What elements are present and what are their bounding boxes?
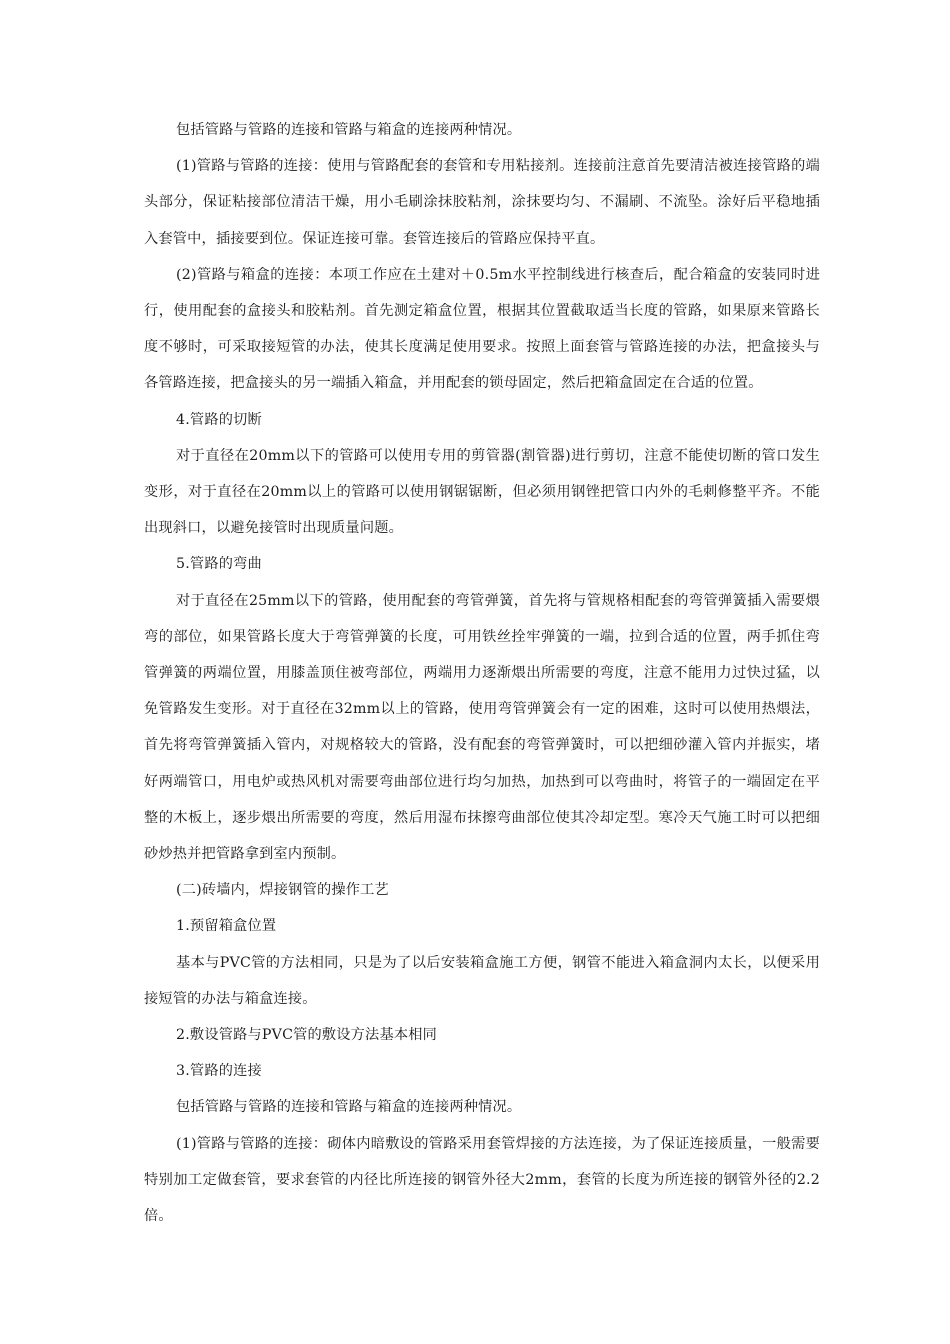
- heading-brick-wall-steel-pipe: (二)砖墙内，焊接钢管的操作工艺: [176, 882, 389, 899]
- paragraph-steel-pipe-to-pipe: (1)管路与管路的连接：砌体内暗敷设的管路采用套管焊接的方法连接，为了保证连接质量，一般需要特别加工定做套管，要求套管的内径比所连接的钢管外径大2mm，套管的长度为所连接的钢管外径的2.2倍。: [144, 1135, 820, 1225]
- paragraph-pipe-to-pipe: (1)管路与管路的连接：使用与管路配套的套管和专用粘接剂。连接前注意首先要清洁被连接管路的端头部分，保证粘接部位清洁干燥，用小毛刷涂抹胶粘剂，涂抹要均匀、不漏刷、不流坠。涂好后平稳地插入套管中，插接要到位。保证连接可靠。套管连接后的管路应保持平直。: [144, 158, 820, 247]
- heading-pipe-bending: 5.管路的弯曲: [176, 556, 262, 573]
- heading-pipe-cutting: 4.管路的切断: [176, 411, 262, 428]
- paragraph-connection-intro: 包括管路与管路的连接和管路与箱盒的连接两种情况。: [176, 1099, 522, 1116]
- heading-pipe-connection: 3.管路的连接: [176, 1063, 262, 1080]
- heading-reserve-box-position: 1.预留箱盒位置: [176, 918, 277, 935]
- paragraph-pipe-bending: 对于直径在25mm以下的管路，使用配套的弯管弹簧，首先将与管规格相配套的弯管弹簧插入需要煨弯的部位，如果管路长度大于弯管弹簧的长度，可用铁丝拴牢弹簧的一端，拉到合适的位置，两手抓住弯管弹簧的两端位置，用膝盖顶住被弯部位，两端用力逐渐煨出所需要的弯度，注意不能用力过快过猛，以免管路发生变形。对于直径在32mm以上的管路，使用弯管弹簧会有一定的困难，这时可以使用热煨法，首先将弯管弹簧插入管内，对规格较大的管路，没有配套的弯管弹簧时，可以把细砂灌入管内并振实，堵好两端管口，用电炉或热风机对需要弯曲部位进行均匀加热，加热到可以弯曲时，将管子的一端固定在平整的木板上，逐步煨出所需要的弯度，然后用湿布抹擦弯曲部位使其冷却定型。寒冷天气施工时可以把细砂炒热并把管路拿到室内预制。: [144, 592, 820, 863]
- heading-laying-pipes: 2.敷设管路与PVC管的敷设方法基本相同: [176, 1027, 437, 1044]
- paragraph-pipe-to-box: (2)管路与箱盒的连接：本项工作应在土建对＋0.5m水平控制线进行核查后，配合箱盒的安装同时进行，使用配套的盒接头和胶粘剂。首先测定箱盒位置，根据其位置截取适当长度的管路，如果原来管路长度不够时，可采取接短管的办法，使其长度满足使用要求。按照上面套管与管路连接的办法，把盒接头与各管路连接，把盒接头的另一端插入箱盒，并用配套的锁母固定，然后把箱盒固定在合适的位置。: [144, 266, 820, 392]
- paragraph-reserve-box-position: 基本与PVC管的方法相同，只是为了以后安装箱盒施工方便，钢管不能进入箱盒洞内太长，以便采用接短管的办法与箱盒连接。: [144, 954, 820, 1007]
- paragraph-intro: 包括管路与管路的连接和管路与箱盒的连接两种情况。: [176, 122, 522, 138]
- document-page: [144, 112, 820, 1234]
- paragraph-pipe-cutting: 对于直径在20mm以下的管路可以使用专用的剪管器(割管器)进行剪切，注意不能使切断的管口发生变形，对于直径在20mm以上的管路可以使用钢锯锯断，但必须用钢锉把管口内外的毛刺修整平齐。不能出现斜口，以避免接管时出现质量问题。: [144, 447, 820, 537]
